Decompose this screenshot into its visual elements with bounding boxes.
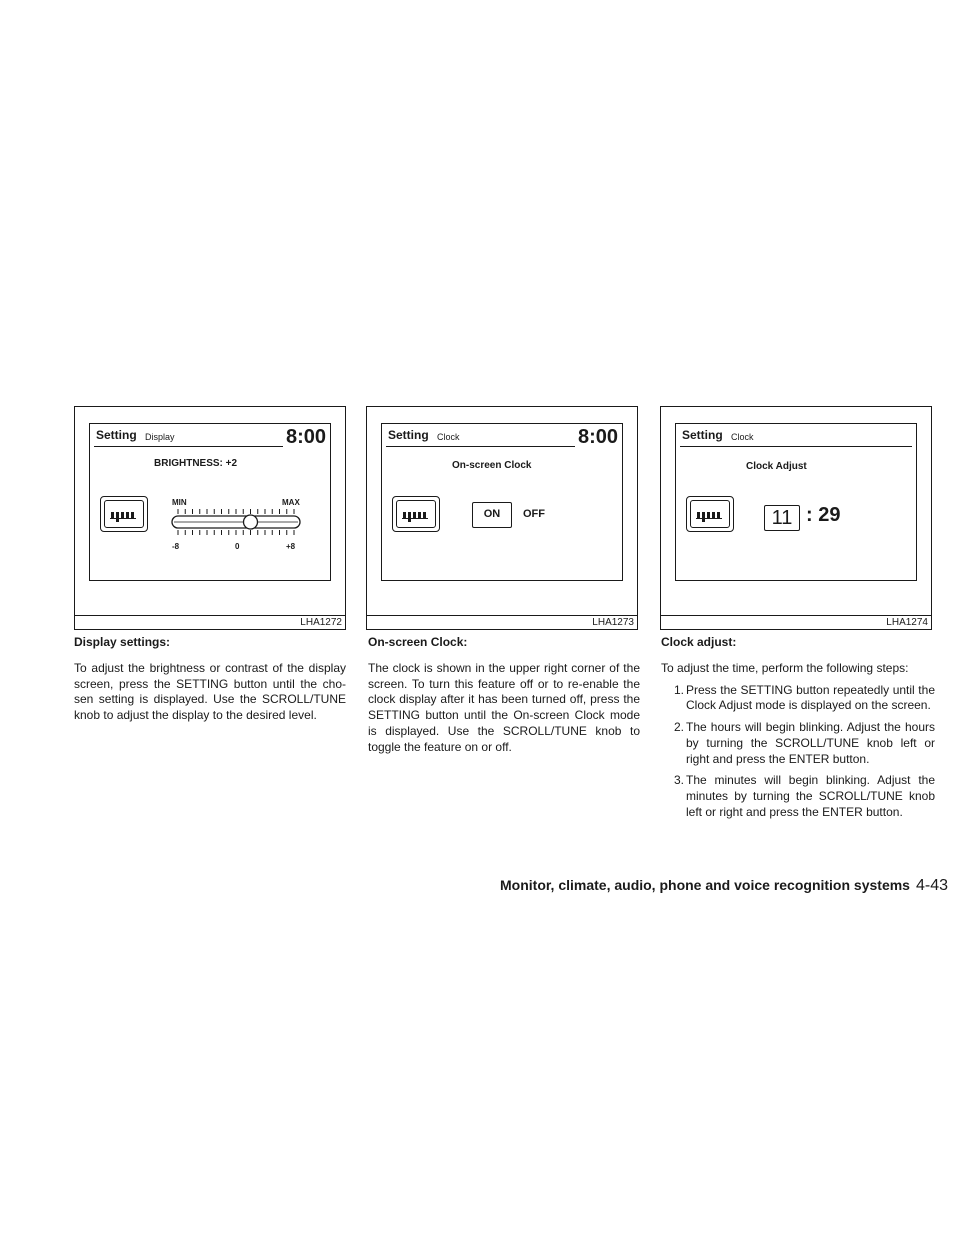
section-body: The clock is shown in the upper right corner of the screen. To turn this feature off or to re-enable the clock display after it has been turned off, press the SETTING button until the On-screen Clock mode is displayed. Use the SCROLL/TUNE knob to toggle the feature on or off.	[368, 661, 640, 754]
brightness-label: BRIGHTNESS: +2	[154, 458, 238, 469]
screen-header	[94, 428, 326, 447]
slider-right-value: +8	[286, 542, 296, 551]
mode-label: Clock	[731, 432, 754, 442]
display-screen	[675, 423, 917, 581]
section-heading: On-screen Clock:	[368, 635, 468, 649]
column-display-settings	[74, 635, 346, 724]
clock-time: 8:00	[575, 425, 618, 449]
figure-clock-adjust	[660, 406, 932, 630]
mode-label: Clock	[437, 432, 460, 442]
column-on-screen-clock	[368, 635, 640, 755]
section-heading: Clock adjust:	[661, 635, 737, 649]
setting-label: Setting	[682, 428, 723, 442]
scroll-tune-knob-icon	[100, 496, 148, 532]
column-clock-adjust	[661, 635, 935, 826]
slider-thumb	[244, 515, 258, 529]
clock-adjust-label: Clock Adjust	[746, 461, 807, 472]
list-item: 2. The hours will begin blinking. Adjust the hours by turning the SCROLL/TUNE knob left or right and press the ENTER button.	[674, 720, 935, 766]
on-screen-clock-label: On-screen Clock	[452, 460, 532, 471]
steps-list	[661, 683, 935, 821]
page-number: 4-43	[915, 877, 948, 894]
section-intro: To adjust the time, perform the following steps:	[661, 661, 909, 675]
scroll-tune-knob-icon	[686, 496, 734, 532]
screen-header	[680, 428, 912, 447]
display-screen	[89, 423, 331, 581]
slider-max-label: MAX	[282, 498, 300, 507]
figure-on-screen-clock	[366, 406, 638, 630]
figure-display-settings	[74, 406, 346, 630]
page-footer	[500, 877, 948, 895]
section-body: To adjust the brightness or contrast of the display screen, press the SETTING button until the cho-sen setting is displayed. Use the SCROLL/TUNE knob to adjust the display to the desired level.	[74, 661, 346, 723]
footer-section-title: Monitor, climate, audio, phone and voice recognition systems	[500, 877, 910, 893]
display-screen	[381, 423, 623, 581]
slider-center-value: 0	[235, 542, 240, 551]
list-item: 1. Press the SETTING button repeatedly until the Clock Adjust mode is displayed on the screen.	[674, 682, 935, 713]
screen-header	[386, 428, 618, 447]
figure-code: LHA1272	[300, 617, 342, 628]
brightness-slider	[166, 508, 306, 542]
section-heading: Display settings:	[74, 635, 171, 649]
off-option: OFF	[523, 508, 545, 520]
setting-label: Setting	[388, 428, 429, 442]
figure-code: LHA1274	[886, 617, 928, 628]
setting-label: Setting	[96, 428, 137, 442]
on-option: ON	[472, 502, 512, 528]
slider-min-label: MIN	[172, 498, 187, 507]
minutes-field: : 29	[806, 504, 841, 526]
hours-field: 11	[764, 505, 800, 531]
mode-label: Display	[145, 432, 175, 442]
list-item: 3. The minutes will begin blinking. Adjust the minutes by turning the SCROLL/TUNE knob left or right and press the ENTER button.	[674, 773, 935, 819]
figure-code: LHA1273	[592, 617, 634, 628]
slider-left-value: -8	[172, 542, 180, 551]
scroll-tune-knob-icon	[392, 496, 440, 532]
clock-time: 8:00	[283, 425, 326, 449]
